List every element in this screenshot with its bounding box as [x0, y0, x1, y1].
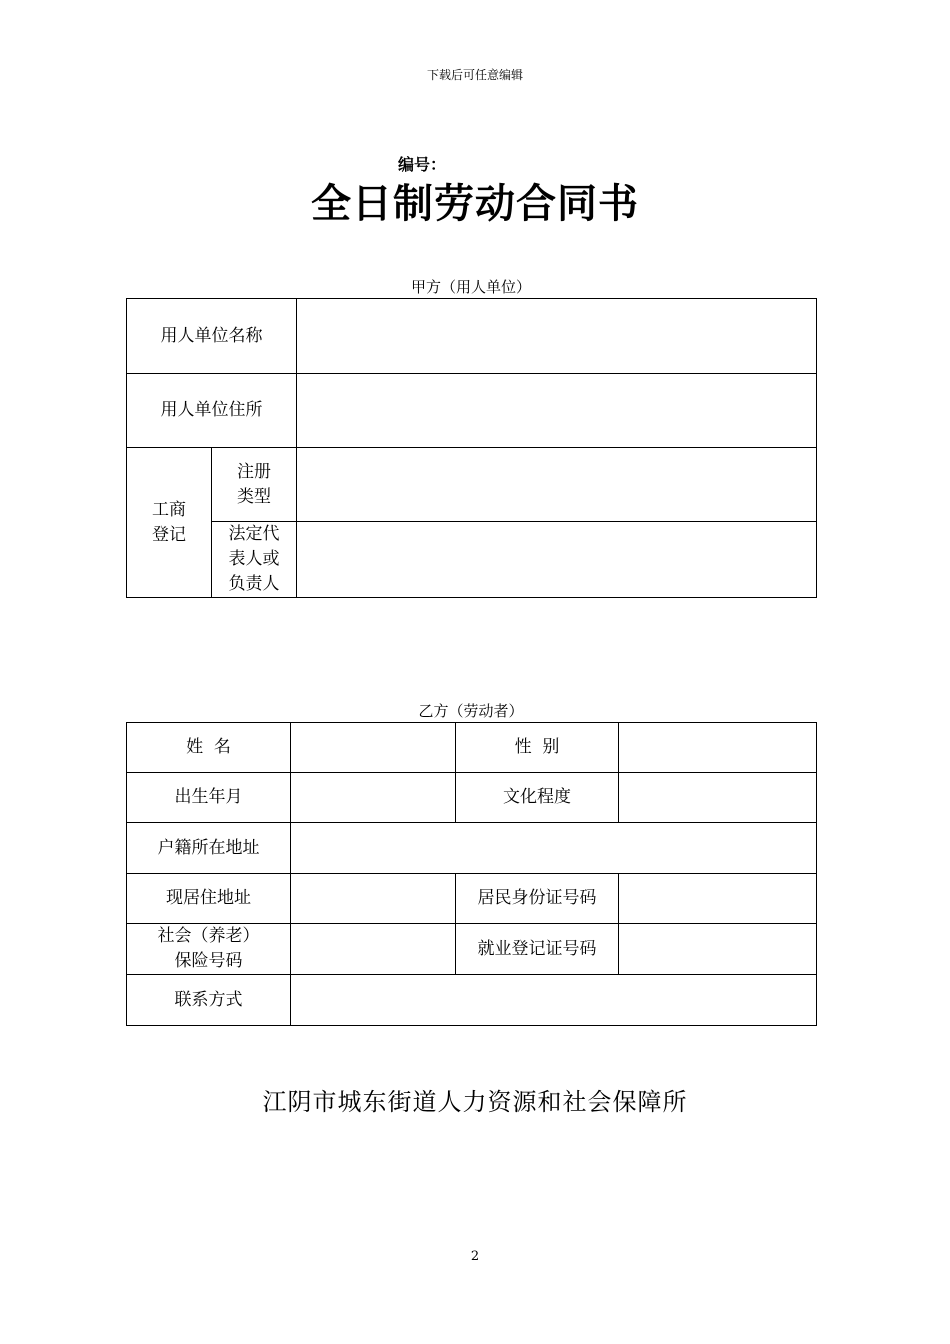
- education-field[interactable]: [619, 773, 817, 823]
- household-address-label: 户籍所在地址: [127, 823, 291, 874]
- business-registration-label: 工商 登记: [127, 448, 212, 598]
- employer-name-label: 用人单位名称: [127, 299, 297, 374]
- table-row: [127, 823, 817, 874]
- table-row: [127, 299, 817, 374]
- birth-date-field[interactable]: [291, 773, 456, 823]
- table-row: [127, 723, 817, 773]
- document-title: 全日制劳动合同书: [311, 181, 639, 227]
- worker-name-label: 姓 名: [127, 723, 291, 773]
- registration-type-field[interactable]: [297, 448, 817, 522]
- table-row: [127, 874, 817, 924]
- household-address-field[interactable]: [291, 823, 817, 874]
- table-row: [127, 374, 817, 448]
- education-label: 文化程度: [456, 773, 619, 823]
- id-number-field[interactable]: [619, 874, 817, 924]
- current-address-label: 现居住地址: [127, 874, 291, 924]
- insurance-number-label: 社会（养老） 保险号码: [127, 924, 291, 975]
- header-note: 下载后可任意编辑: [426, 68, 523, 82]
- legal-representative-field[interactable]: [297, 522, 817, 598]
- party-b-caption: 乙方（劳动者）: [418, 702, 524, 720]
- party-b-table: [126, 722, 817, 1026]
- gender-label: 性 别: [456, 723, 619, 773]
- id-number-label: 居民身份证号码: [456, 874, 619, 924]
- table-row: [127, 448, 817, 522]
- page-number: 2: [470, 1249, 480, 1264]
- employer-address-field[interactable]: [297, 374, 817, 448]
- issuing-organization: 江阴市城东街道人力资源和社会保障所: [262, 1088, 688, 1116]
- current-address-field[interactable]: [291, 874, 456, 924]
- contact-field[interactable]: [291, 975, 817, 1026]
- birth-date-label: 出生年月: [127, 773, 291, 823]
- table-row: [127, 924, 817, 975]
- employment-registration-field[interactable]: [619, 924, 817, 975]
- serial-number-label: 编号：: [398, 155, 447, 174]
- employer-address-label: 用人单位住所: [127, 374, 297, 448]
- table-row: [127, 975, 817, 1026]
- contact-label: 联系方式: [127, 975, 291, 1026]
- insurance-number-field[interactable]: [291, 924, 456, 975]
- party-a-table: [126, 298, 817, 598]
- table-row: [127, 773, 817, 823]
- legal-representative-label: 法定代 表人或 负责人: [212, 522, 297, 598]
- party-a-caption: 甲方（用人单位）: [410, 278, 531, 296]
- worker-name-field[interactable]: [291, 723, 456, 773]
- registration-type-label: 注册 类型: [212, 448, 297, 522]
- table-row: [127, 522, 817, 598]
- gender-field[interactable]: [619, 723, 817, 773]
- employer-name-field[interactable]: [297, 299, 817, 374]
- employment-registration-label: 就业登记证号码: [456, 924, 619, 975]
